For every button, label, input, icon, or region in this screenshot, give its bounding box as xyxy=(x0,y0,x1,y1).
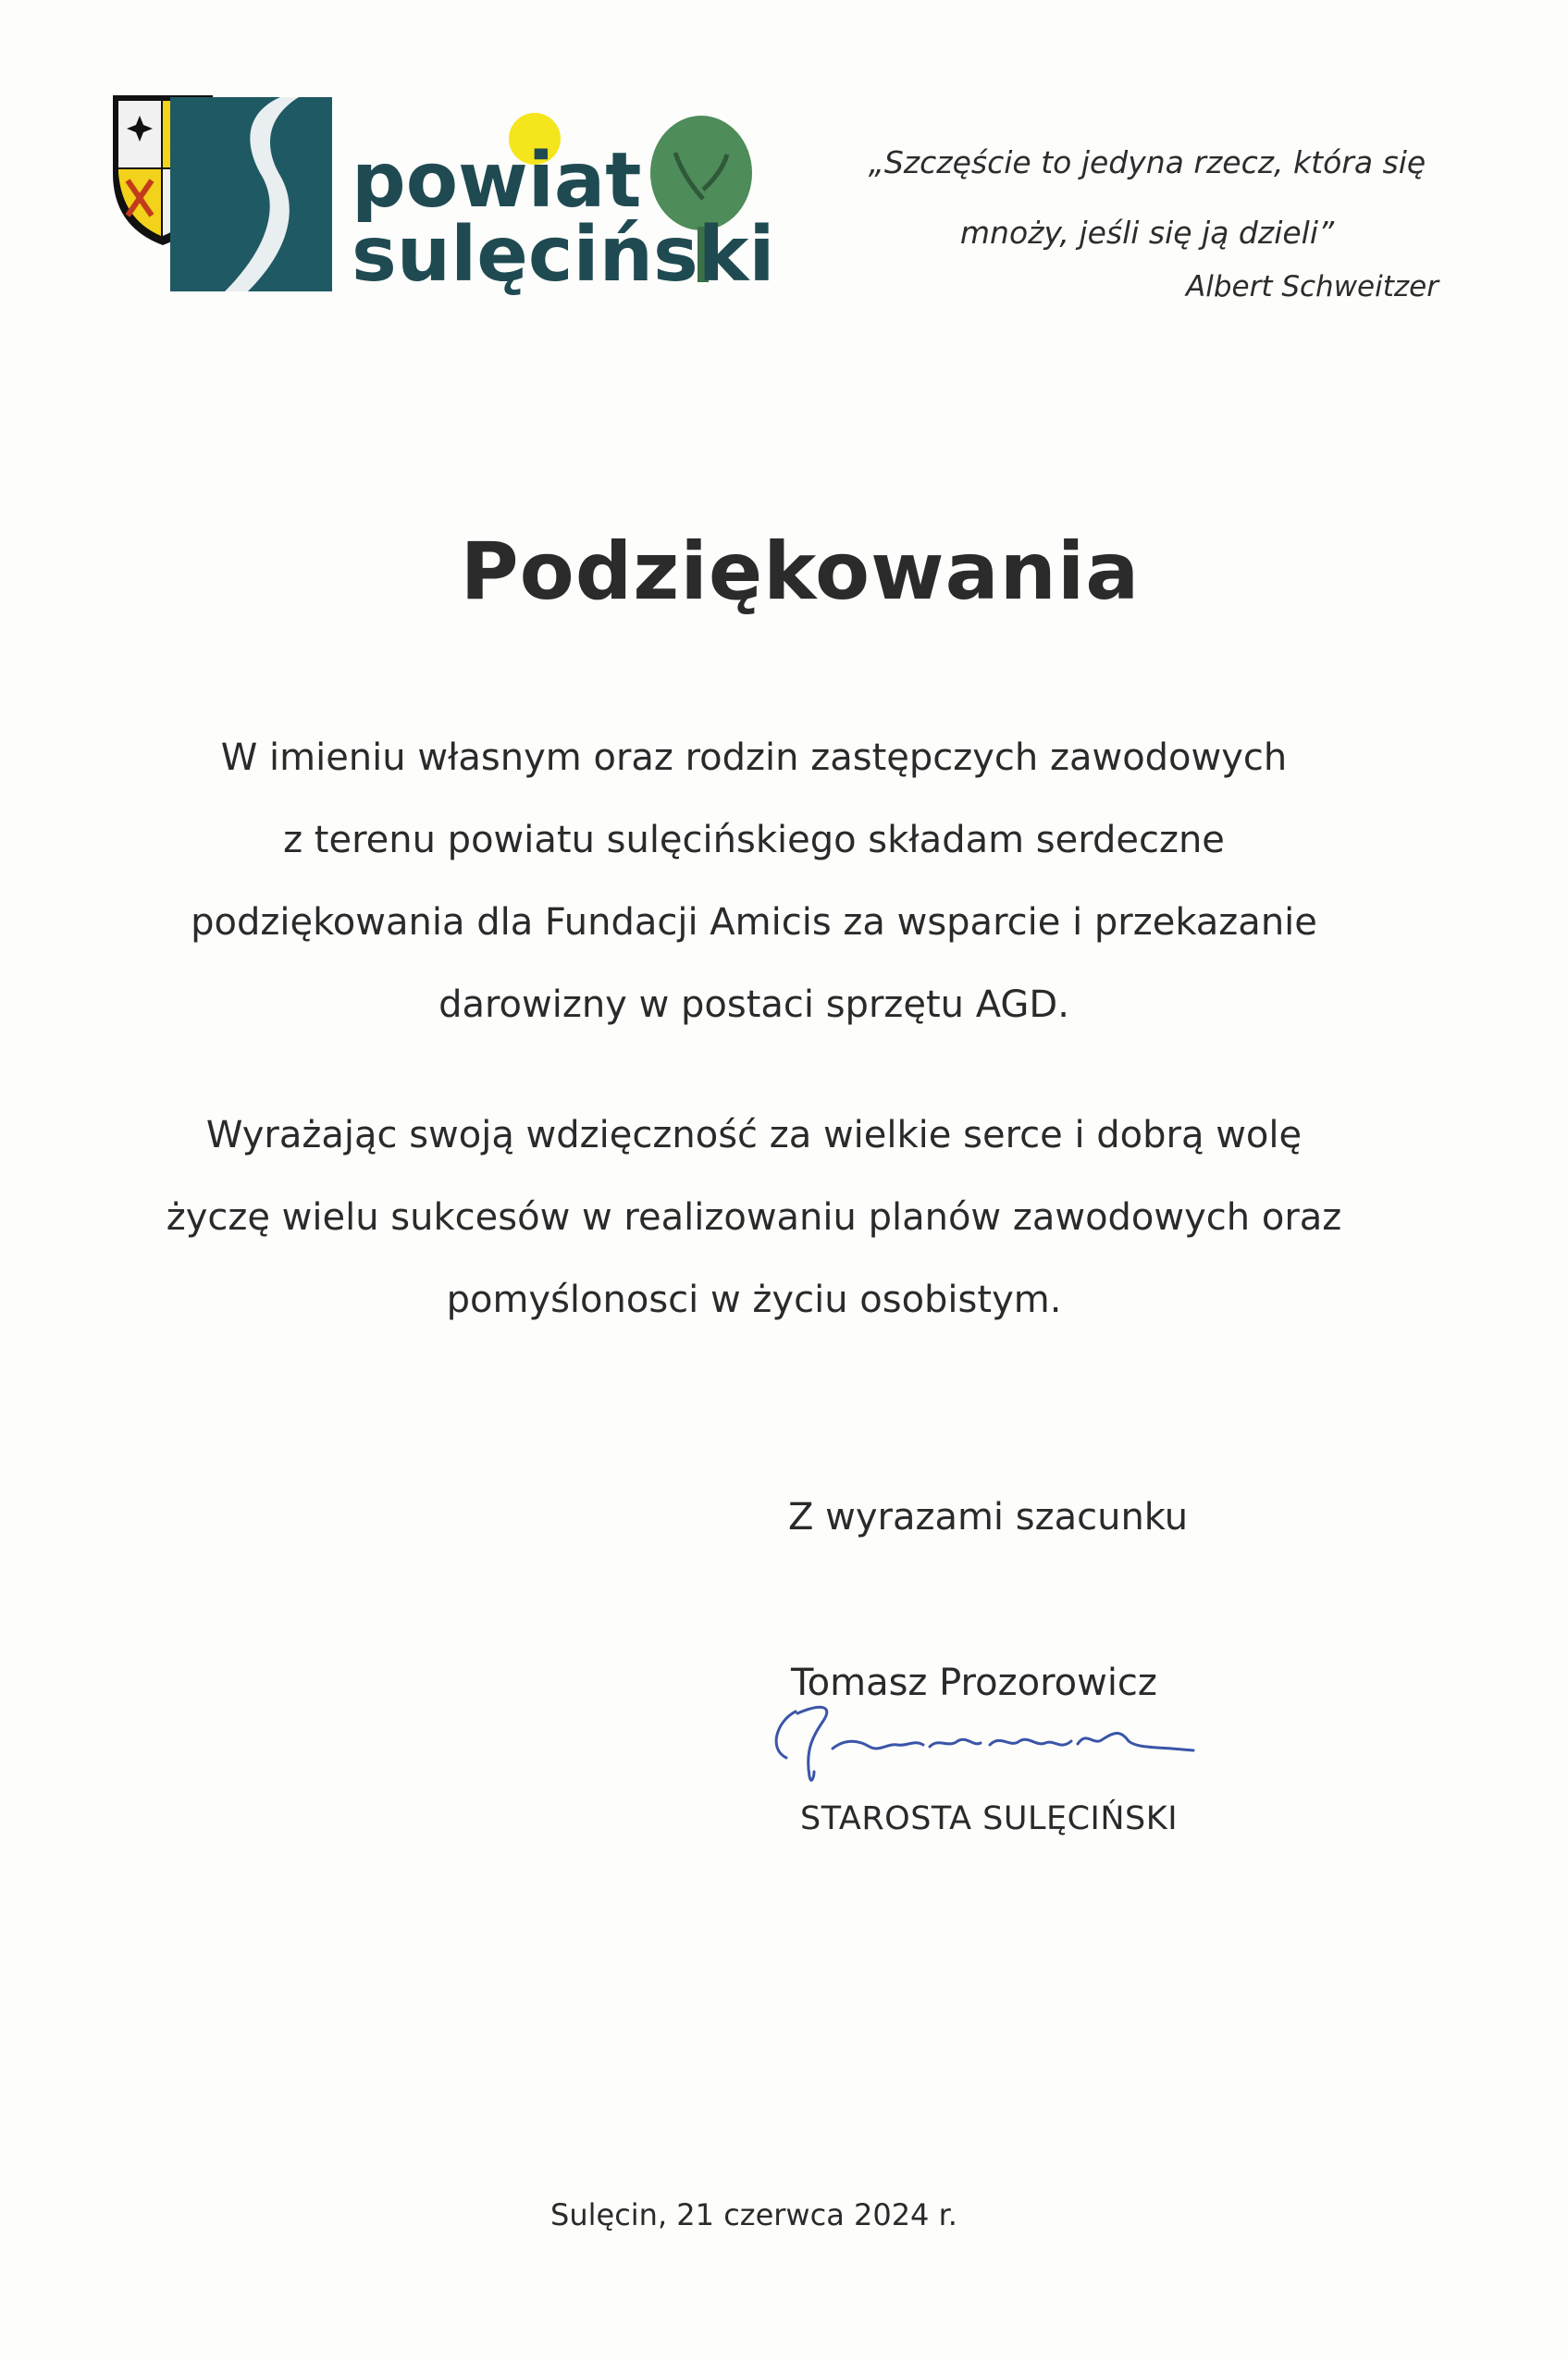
quote-line-2: mnoży, jeśli się ją dzieli” xyxy=(959,215,1335,251)
quote-line-1: „Szczęście to jedyna rzecz, która się xyxy=(868,144,1426,180)
paragraph-2-line: pomyślonosci w życiu osobistym. xyxy=(446,1279,1062,1321)
paragraph-1-line: W imieniu własnym oraz rodzin zastępczych zawodowych xyxy=(220,736,1288,779)
signer-name: Tomasz Prozorowicz xyxy=(791,1662,1157,1704)
powiat-sulecinski-logo xyxy=(109,88,775,305)
closing-phrase: Z wyrazami szacunku xyxy=(788,1496,1189,1539)
logo-text-powiat: powiat xyxy=(352,137,642,225)
signer-role: STAROSTA SULĘCIŃSKI xyxy=(800,1800,1179,1837)
place-and-date: Sulęcin, 21 czerwca 2024 r. xyxy=(550,2197,957,2232)
document-title: Podziękowania xyxy=(460,525,1141,618)
paragraph-2-line: Wyrażając swoją wdzięczność za wielkie serce i dobrą wolę xyxy=(205,1114,1303,1156)
paragraph-1-line: z terenu powiatu sulęcińskiego składam serdeczne xyxy=(283,819,1225,861)
logo-text-sulecinski: sulęciński xyxy=(352,211,775,299)
header-quote xyxy=(814,128,1480,268)
handwritten-signature xyxy=(759,1693,1221,1795)
quote-author: Albert Schweitzer xyxy=(1186,270,1438,303)
paragraph-1 xyxy=(56,717,1452,1046)
paragraph-2-line: życzę wielu sukcesów w realizowaniu planów zawodowych oraz xyxy=(166,1196,1342,1239)
river-s-icon xyxy=(170,97,332,291)
paragraph-1-line: podziękowania dla Fundacji Amicis za wsparcie i przekazanie xyxy=(191,901,1317,944)
paragraph-1-line: darowizny w postaci sprzętu AGD. xyxy=(438,983,1069,1026)
paragraph-2 xyxy=(56,1094,1452,1341)
